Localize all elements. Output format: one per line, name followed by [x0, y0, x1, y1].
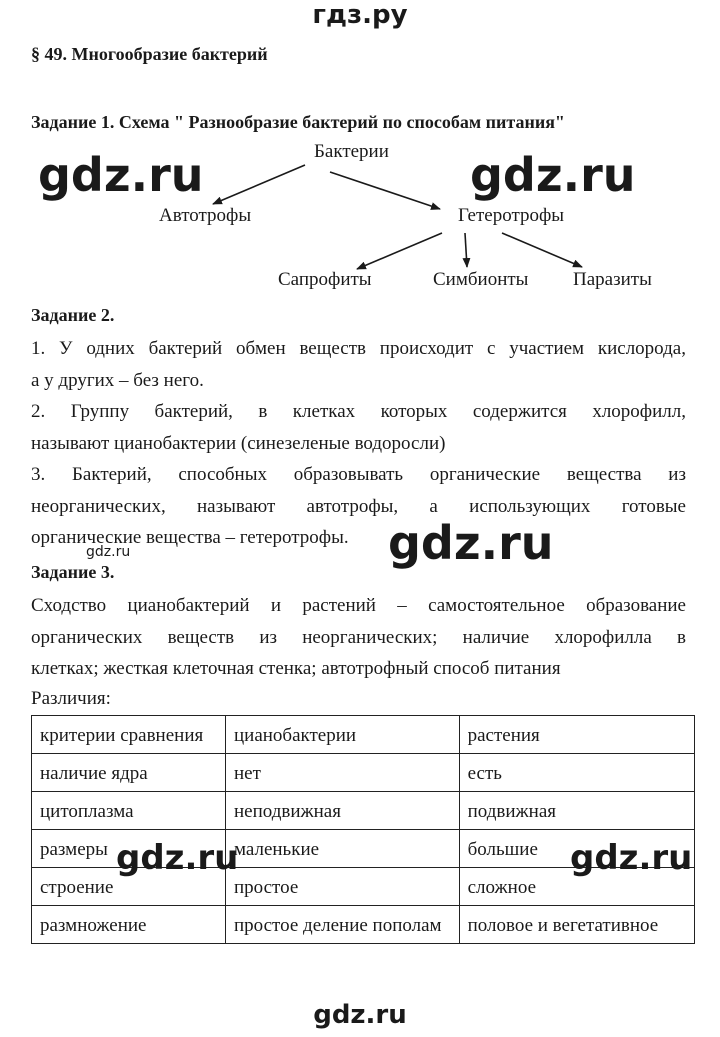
- arrow-to-parasites: [502, 233, 582, 267]
- watermark-overlay: gdz.ru: [38, 148, 204, 202]
- diagram-heterotrophs: Гетеротрофы: [458, 205, 565, 226]
- watermark-small: gdz.ru: [86, 544, 131, 560]
- watermark-overlay: gdz.ru: [116, 838, 239, 878]
- watermark-top: гдз.ру: [312, 0, 408, 30]
- table-cell: большие: [459, 830, 694, 868]
- table-cell: нет: [225, 754, 459, 792]
- table-cell: половое и вегетативное: [459, 906, 694, 944]
- task2-line: 1. У одних бактерий обмен веществ происходит с участием кислорода,: [31, 338, 686, 359]
- section-title: § 49. Многообразие бактерий: [31, 44, 268, 64]
- task3-line: органических веществ из неорганических; наличие хлорофилла в: [31, 626, 686, 648]
- task3-line: клетках; жесткая клеточная стенка; автотрофный способ питания: [31, 658, 561, 679]
- watermark-overlay: gdz.ru: [388, 516, 554, 570]
- task3-line: Сходство цианобактерий и растений – самостоятельное образование: [31, 595, 686, 616]
- task3-text: [31, 590, 686, 685]
- diagram-autotrophs: Автотрофы: [159, 205, 252, 226]
- table-cell: размеры: [32, 830, 226, 868]
- comparison-table: [31, 715, 695, 944]
- table-cell: наличие ядра: [32, 754, 226, 792]
- arrow-to-saprophytes: [357, 233, 442, 269]
- task2-line: 3. Бактерий, способных образовывать органические вещества из: [31, 464, 686, 485]
- arrow-to-autotrophs: [213, 165, 305, 204]
- task2-line: 2. Группу бактерий, в клетках которых содержится хлорофилл,: [31, 401, 686, 422]
- table-cell: размножение: [32, 906, 226, 944]
- table-cell: цианобактерии: [225, 716, 459, 754]
- task2-line: называют цианобактерии (синезеленые водоросли): [31, 432, 446, 454]
- table-cell: есть: [459, 754, 694, 792]
- task2-line: неорганических, называют автотрофы, а использующих готовые: [31, 495, 686, 517]
- table-cell: сложное: [459, 868, 694, 906]
- task2-line: органические вещества – гетеротрофы.: [31, 527, 349, 548]
- table-header-row: [32, 716, 695, 754]
- table-cell: маленькие: [225, 830, 459, 868]
- diagram-saprophytes: Сапрофиты: [278, 269, 372, 290]
- watermark-overlay: gdz.ru: [570, 838, 693, 878]
- diagram-root: Бактерии: [314, 141, 389, 162]
- table-cell: неподвижная: [225, 792, 459, 830]
- table-row: [32, 906, 695, 944]
- table-cell: растения: [459, 716, 694, 754]
- task3-title: Задание 3.: [31, 562, 115, 582]
- diagram-symbionts: Симбионты: [433, 269, 529, 290]
- table-cell: критерии сравнения: [32, 716, 226, 754]
- arrow-to-heterotrophs: [330, 172, 440, 209]
- task2-line: а у других – без него.: [31, 369, 204, 391]
- table-cell: простое деление пополам: [225, 906, 459, 944]
- differences-label: Различия:: [31, 688, 111, 709]
- table-cell: подвижная: [459, 792, 694, 830]
- task1-title: Задание 1. Схема " Разнообразие бактерий по способам питания": [31, 112, 565, 132]
- diagram-parasites: Паразиты: [573, 269, 652, 290]
- watermark-overlay: gdz.ru: [470, 148, 636, 202]
- watermark-bottom: gdz.ru: [313, 1000, 407, 1030]
- table-row: [32, 792, 695, 830]
- arrow-to-symbionts: [465, 233, 467, 267]
- table-row: [32, 754, 695, 792]
- task2-text: [31, 333, 686, 554]
- task2-title: Задание 2.: [31, 305, 115, 325]
- table-cell: простое: [225, 868, 459, 906]
- table-cell: цитоплазма: [32, 792, 226, 830]
- table-cell: строение: [32, 868, 226, 906]
